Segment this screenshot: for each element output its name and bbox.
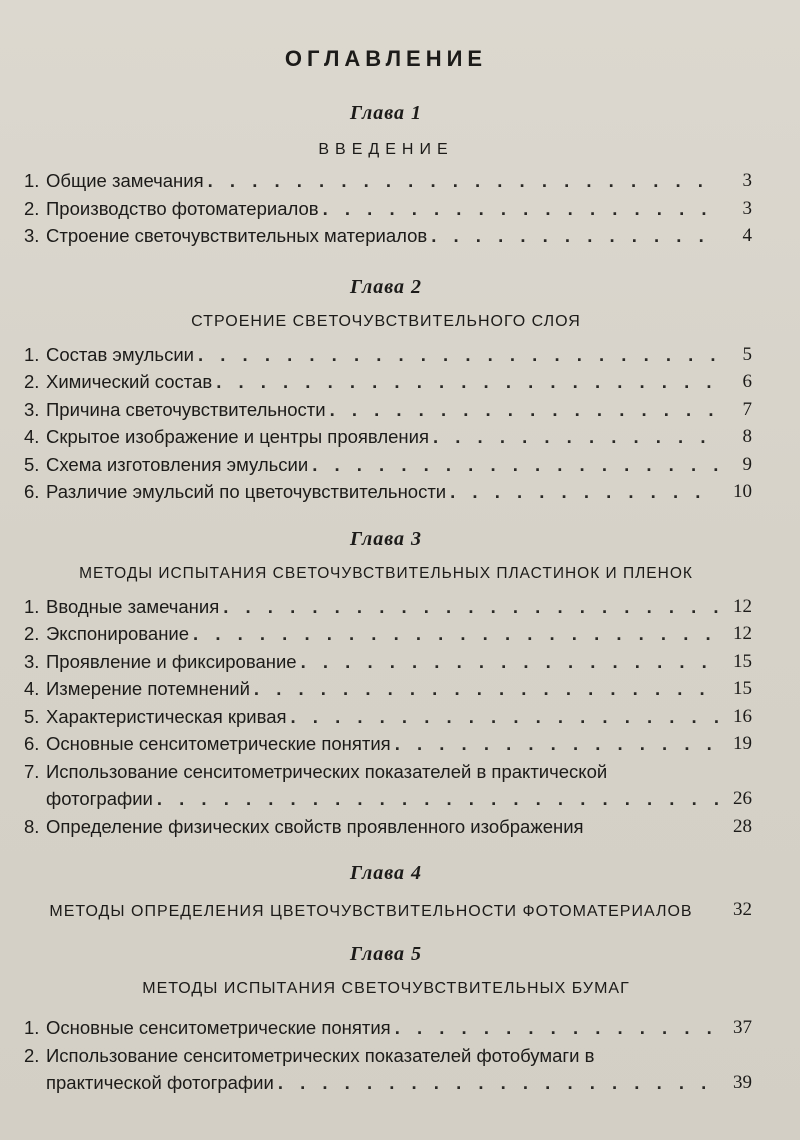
- toc-entry[interactable]: [20, 703, 752, 731]
- entry-title: Определение физических свойств проявленного изображения: [46, 815, 584, 837]
- entry-number: 2.: [24, 197, 40, 219]
- entry-page: 10: [733, 481, 752, 502]
- entry-page: 6: [742, 371, 752, 392]
- entry-number: 5.: [24, 453, 40, 475]
- entry-title: Основные сенситометрические понятия: [46, 1017, 391, 1038]
- entry-title: Причина светочувствительности: [46, 398, 326, 420]
- entry-title-continued: фотографии: [46, 788, 153, 809]
- entry-number: 1.: [24, 595, 40, 617]
- entry-title-continued: практической фотографии: [46, 1072, 274, 1093]
- entry-page: 32: [733, 899, 752, 920]
- entry-number: 1.: [24, 170, 40, 191]
- chapter-entries: [20, 341, 752, 506]
- entry-number: 4.: [24, 426, 40, 447]
- entry-title: Использование сенситометрических показателей в практической: [46, 760, 608, 782]
- leader-dots: [312, 451, 718, 479]
- entry-number: 7.: [24, 760, 40, 782]
- toc-entry[interactable]: [20, 167, 752, 195]
- chapter-label: Глава 4: [349, 862, 423, 884]
- chapter-title: МЕТОДЫ ОПРЕДЕЛЕНИЯ ЦВЕТОЧУВСТВИТЕЛЬНОСТИ ФОТОМАТЕРИАЛОВ: [49, 903, 693, 920]
- leader-dots: [433, 423, 718, 451]
- chapter-label: Глава 2: [349, 275, 423, 298]
- entry-page: 7: [742, 398, 752, 420]
- entry-page: 26: [733, 788, 752, 809]
- entry-title: Скрытое изображение и центры проявления: [46, 426, 429, 447]
- leader-dots: [254, 675, 718, 703]
- entry-title: Вводные замечания: [46, 595, 220, 617]
- toc-entry[interactable]: [20, 593, 752, 621]
- chapter-title: СТРОЕНИЕ СВЕТОЧУВСТВИТЕЛЬНОГО СЛОЯ: [191, 312, 581, 330]
- entry-number: 3.: [24, 650, 40, 672]
- entry-number: 2.: [24, 1044, 40, 1066]
- entry-page: 28: [733, 815, 752, 837]
- leader-dots: [157, 785, 718, 813]
- toc-entry[interactable]: [20, 478, 752, 506]
- entry-title: Использование сенситометрических показателей фотобумаги в: [46, 1044, 595, 1066]
- toc-entry[interactable]: [20, 758, 752, 813]
- entry-title: Схема изготовления эмульсии: [46, 453, 309, 475]
- leader-dots: [395, 730, 718, 758]
- entry-page: 8: [742, 426, 752, 447]
- entry-number: 1.: [24, 343, 40, 365]
- chapter-title: МЕТОДЫ ИСПЫТАНИЯ СВЕТОЧУВСТВИТЕЛЬНЫХ ПЛАСТИНОК И ПЛЕНОК: [79, 564, 693, 582]
- entry-number: 1.: [24, 1017, 40, 1038]
- page-title: ОГЛАВЛЕНИЕ: [284, 46, 488, 71]
- leader-dots: [330, 396, 718, 424]
- leader-dots: [301, 648, 718, 676]
- entry-title: Экспонирование: [46, 623, 190, 644]
- entry-page: 3: [742, 170, 752, 191]
- toc-entry[interactable]: [20, 648, 752, 676]
- chapter-5: [20, 943, 752, 1097]
- entry-number: 3.: [24, 398, 40, 420]
- entry-page: 19: [733, 733, 752, 754]
- toc-entry[interactable]: [20, 423, 752, 451]
- chapter-entries: [20, 167, 752, 250]
- leader-dots: [395, 1014, 718, 1042]
- toc-entry[interactable]: [20, 451, 752, 479]
- entry-number: 2.: [24, 623, 40, 644]
- leader-dots: [278, 1069, 718, 1097]
- chapter-label: Глава 3: [349, 527, 423, 550]
- toc-entry[interactable]: [20, 675, 752, 703]
- chapter-label: Глава 5: [349, 943, 423, 965]
- entry-number: 6.: [24, 481, 40, 502]
- chapter-4: [20, 862, 752, 921]
- toc-entry[interactable]: [20, 813, 752, 841]
- entry-line: [20, 1069, 752, 1097]
- entry-page: 12: [733, 595, 752, 617]
- leader-dots: [198, 341, 718, 369]
- chapter-3: [20, 528, 752, 841]
- entry-page: 9: [742, 453, 752, 475]
- leader-dots: [216, 368, 718, 396]
- leader-dots: [450, 478, 718, 506]
- toc-entry[interactable]: [20, 195, 752, 223]
- chapter-2: [20, 276, 752, 506]
- leader-dots: [223, 593, 718, 621]
- entry-page: 16: [733, 705, 752, 727]
- toc-entry[interactable]: [20, 396, 752, 424]
- entry-page: 12: [733, 623, 752, 644]
- entry-page: 37: [733, 1017, 752, 1038]
- entry-number: 5.: [24, 705, 40, 727]
- entry-title: Строение светочувствительных материалов: [46, 225, 428, 246]
- entry-page: 39: [733, 1072, 752, 1093]
- toc-entry[interactable]: [20, 730, 752, 758]
- entry-line: [20, 1042, 752, 1070]
- entry-page: 3: [742, 197, 752, 219]
- entry-line: [20, 758, 752, 786]
- chapter-entries: [20, 593, 752, 841]
- entry-page: 15: [733, 678, 752, 699]
- chapter-title: МЕТОДЫ ИСПЫТАНИЯ СВЕТОЧУВСТВИТЕЛЬНЫХ БУМАГ: [142, 980, 630, 997]
- toc-entry[interactable]: [20, 341, 752, 369]
- toc-entry[interactable]: [20, 368, 752, 396]
- entry-page: 15: [733, 650, 752, 672]
- entry-number: 8.: [24, 815, 40, 837]
- entry-number: 3.: [24, 225, 40, 246]
- entry-title: Характеристическая кривая: [46, 705, 287, 727]
- entry-title: Различие эмульсий по цветочувствительности: [46, 481, 447, 502]
- entry-page: 5: [742, 343, 752, 365]
- toc-entry[interactable]: [20, 1014, 752, 1042]
- entry-number: 2.: [24, 371, 40, 392]
- entry-line: [20, 785, 752, 813]
- entry-title: Химический состав: [46, 371, 213, 392]
- entry-number: 4.: [24, 678, 40, 699]
- leader-dots: [193, 620, 718, 648]
- entry-title: Основные сенситометрические понятия: [46, 733, 391, 754]
- leader-dots: [431, 222, 718, 250]
- entry-title: Проявление и фиксирование: [46, 650, 297, 672]
- toc-entry[interactable]: [20, 222, 752, 250]
- entry-title: Состав эмульсии: [46, 343, 194, 365]
- entry-title: Производство фотоматериалов: [46, 197, 319, 219]
- chapter-title: ВВЕДЕНИЕ: [318, 141, 454, 158]
- entry-title: Общие замечания: [46, 170, 204, 191]
- chapter-1: [20, 102, 752, 250]
- toc-entry[interactable]: [20, 620, 752, 648]
- toc-entry[interactable]: [20, 1042, 752, 1097]
- entry-number: 6.: [24, 733, 40, 754]
- entry-page: 4: [742, 225, 752, 246]
- leader-dots: [208, 167, 718, 195]
- toc-entry[interactable]: [20, 893, 752, 921]
- entry-title: Измерение потемнений: [46, 678, 250, 699]
- leader-dots: [291, 703, 718, 731]
- leader-dots: [323, 195, 718, 223]
- chapter-entries: [20, 1014, 752, 1097]
- chapter-label: Глава 1: [349, 102, 423, 124]
